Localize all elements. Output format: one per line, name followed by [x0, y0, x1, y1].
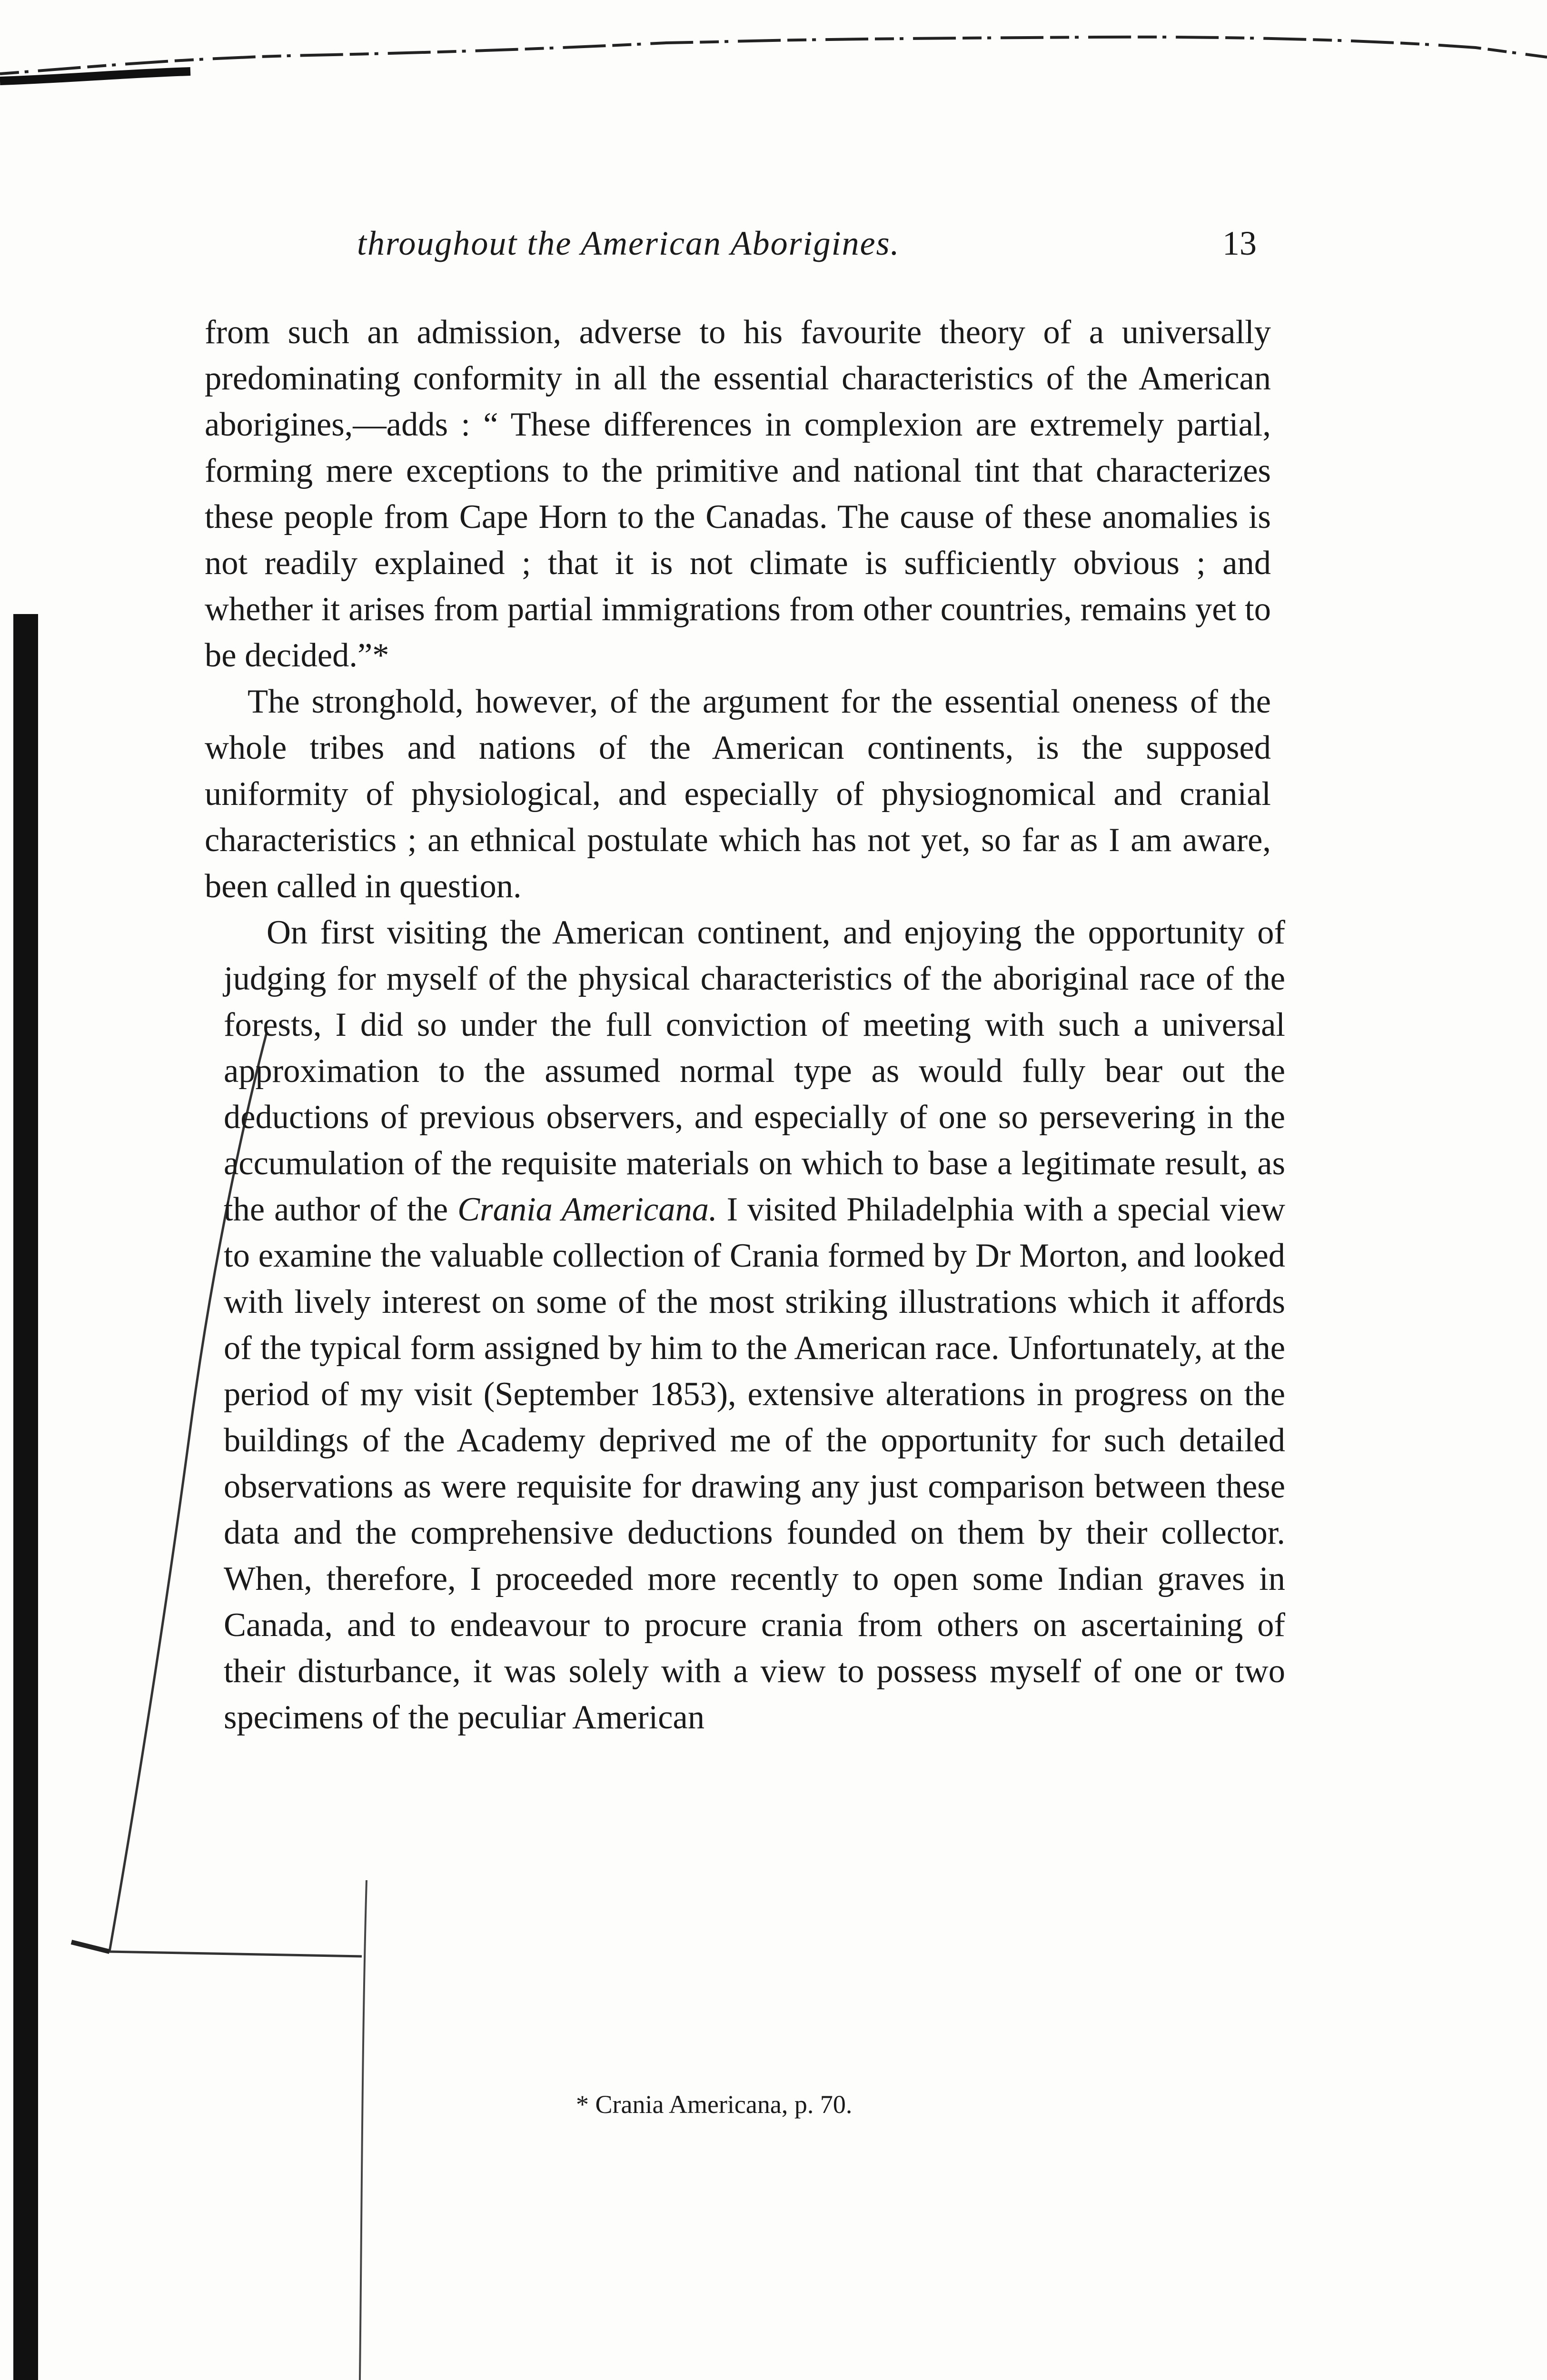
binding-margin-bar	[13, 614, 38, 2380]
book-title: Crania Americana.	[457, 1191, 717, 1228]
paragraph	[224, 910, 1285, 1741]
paragraph-text: I visited Philadelphia with a special view to examine the valuable collection of Crania formed by Dr Morton, and looked with lively interest on some of the most striking illustrations which it affords of the typical form assigned by him to the American race. Unfortunately, at the period of my visit (September 1853), extensive alterations in progress on the buildings of the Academy deprived me of the opportunity for such detailed observations as were requisite for drawing any just comparison between these data and the comprehensive deductions founded on them by their collector. When, therefore, I proceeded more recently to open some Indian graves in Canada, and to endeavour to procure crania from others on ascertaining of their disturbance, it was solely with a view to possess myself of one or two specimens of the peculiar American	[224, 1191, 1286, 1736]
footnote: * Crania Americana, p. 70.	[576, 2090, 853, 2119]
running-header	[205, 224, 1257, 276]
running-title: throughout the American Aborigines.	[357, 224, 900, 262]
paragraph: The stronghold, however, of the argument for the essential oneness of the whole tribes and nations of the American continents, is the supposed uniformity of physiological, and especially of physiognomical and cranial characteristics ; an ethnical postulate which has not yet, so far as I am aware, been called in question.	[205, 683, 1271, 905]
paragraph-text: On first visiting the American continent, and enjoying the opportunity of judging for myself of the physical characteristics of the aboriginal race of the forests, I did so under the full conviction of meeting with such a universal approximation to the assumed normal type as would fully bear out the deductions of previous observers, and especially of one so persevering in the accumulation of the requisite materials on which to base a legitimate result, as the author of the	[224, 914, 1285, 1228]
body-text	[205, 309, 1286, 1741]
paragraph: from such an admission, adverse to his favourite theory of a universally predominating conformity in all the essential characteristics of the American aborigines,—adds : “ These differences in complexion are extremely partial, forming mere exceptions to the primitive and national tint that characterizes these people from Cape Horn to the Canadas. The cause of these anomalies is not readily explained ; that it is not climate is sufficiently obvious ; and whether it arises from partial immigrations from other countries, remains yet to be decided.”*	[205, 314, 1271, 674]
torn-top-edge	[0, 29, 1547, 86]
page-number: 13	[1222, 224, 1257, 262]
